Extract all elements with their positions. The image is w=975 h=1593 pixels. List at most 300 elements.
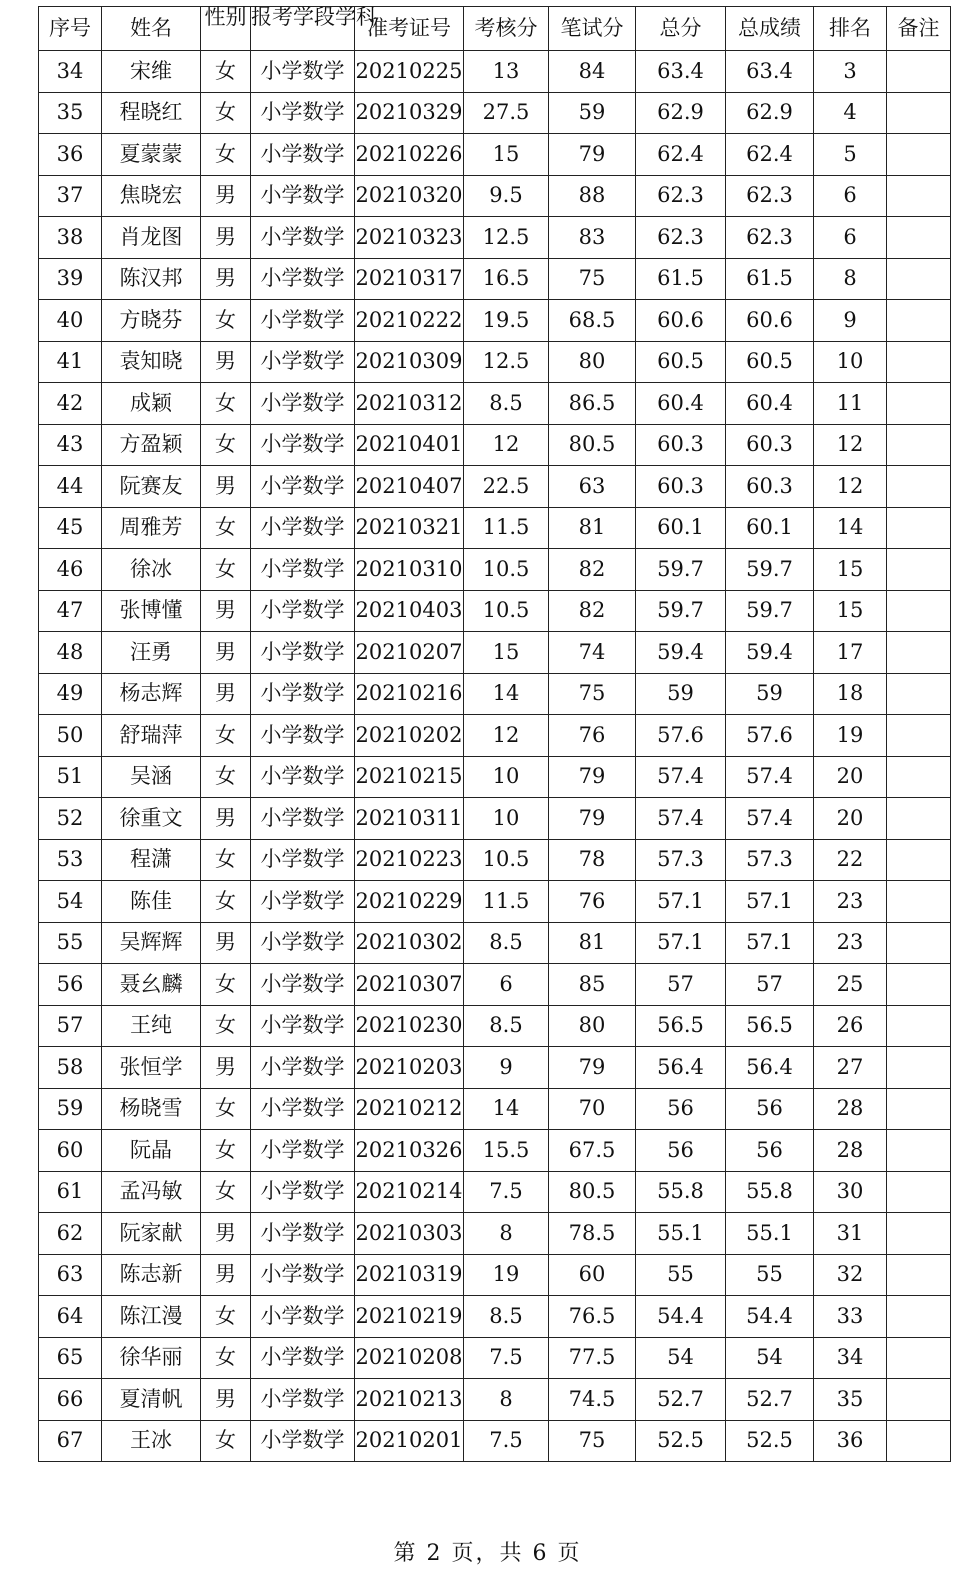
table-row <box>39 1047 951 1089</box>
cell-subject: 小学数学 <box>251 1171 355 1213</box>
cell-gender: 女 <box>201 424 251 466</box>
cell-written-score: 59 <box>549 92 636 134</box>
cell-gender: 男 <box>201 1213 251 1255</box>
table-row <box>39 715 951 757</box>
cell-name: 吴辉辉 <box>102 922 201 964</box>
cell-index: 49 <box>39 673 102 715</box>
cell-written-score: 79 <box>549 798 636 840</box>
cell-index: 61 <box>39 1171 102 1213</box>
cell-remarks <box>887 673 951 715</box>
table-row <box>39 1420 951 1462</box>
cell-gender: 男 <box>201 341 251 383</box>
header-subject: 报考学段学科 <box>251 7 355 51</box>
cell-gender: 女 <box>201 1420 251 1462</box>
cell-name: 肖龙图 <box>102 217 201 259</box>
cell-subject: 小学数学 <box>251 51 355 93</box>
cell-index: 64 <box>39 1296 102 1338</box>
cell-total-score: 62.3 <box>636 175 726 217</box>
cell-index: 52 <box>39 798 102 840</box>
cell-name: 陈汉邦 <box>102 258 201 300</box>
cell-exam-id: 20210302 <box>355 922 464 964</box>
cell-rank: 23 <box>814 922 887 964</box>
cell-name: 成颖 <box>102 383 201 425</box>
cell-subject: 小学数学 <box>251 798 355 840</box>
cell-name: 吴涵 <box>102 756 201 798</box>
cell-remarks <box>887 839 951 881</box>
cell-name: 孟冯敏 <box>102 1171 201 1213</box>
cell-remarks <box>887 341 951 383</box>
cell-overall-result: 57.3 <box>726 839 814 881</box>
table-row <box>39 881 951 923</box>
cell-gender: 女 <box>201 300 251 342</box>
cell-subject: 小学数学 <box>251 383 355 425</box>
cell-remarks <box>887 134 951 176</box>
cell-subject: 小学数学 <box>251 1005 355 1047</box>
cell-written-score: 70 <box>549 1088 636 1130</box>
cell-index: 34 <box>39 51 102 93</box>
cell-total-score: 60.5 <box>636 341 726 383</box>
cell-written-score: 76.5 <box>549 1296 636 1338</box>
cell-total-score: 61.5 <box>636 258 726 300</box>
table-row <box>39 217 951 259</box>
cell-subject: 小学数学 <box>251 1379 355 1421</box>
cell-assessment-score: 9 <box>464 1047 549 1089</box>
cell-exam-id: 20210320 <box>355 175 464 217</box>
cell-name: 徐重文 <box>102 798 201 840</box>
cell-subject: 小学数学 <box>251 258 355 300</box>
cell-total-score: 55.1 <box>636 1213 726 1255</box>
cell-overall-result: 60.3 <box>726 424 814 466</box>
cell-name: 程晓红 <box>102 92 201 134</box>
cell-total-score: 60.1 <box>636 507 726 549</box>
cell-total-score: 60.4 <box>636 383 726 425</box>
cell-overall-result: 62.9 <box>726 92 814 134</box>
cell-remarks <box>887 466 951 508</box>
cell-total-score: 52.7 <box>636 1379 726 1421</box>
cell-exam-id: 20210401 <box>355 424 464 466</box>
cell-gender: 女 <box>201 715 251 757</box>
cell-overall-result: 60.3 <box>726 466 814 508</box>
cell-name: 徐冰 <box>102 549 201 591</box>
cell-written-score: 80 <box>549 1005 636 1047</box>
cell-rank: 9 <box>814 300 887 342</box>
cell-assessment-score: 10 <box>464 756 549 798</box>
cell-remarks <box>887 715 951 757</box>
cell-written-score: 68.5 <box>549 300 636 342</box>
cell-written-score: 76 <box>549 715 636 757</box>
cell-exam-id: 20210311 <box>355 798 464 840</box>
cell-assessment-score: 15 <box>464 632 549 674</box>
cell-overall-result: 56 <box>726 1130 814 1172</box>
cell-written-score: 81 <box>549 922 636 964</box>
cell-gender: 男 <box>201 1254 251 1296</box>
cell-total-score: 62.9 <box>636 92 726 134</box>
cell-overall-result: 59.4 <box>726 632 814 674</box>
cell-overall-result: 54.4 <box>726 1296 814 1338</box>
table-row <box>39 549 951 591</box>
cell-subject: 小学数学 <box>251 424 355 466</box>
table-row <box>39 1213 951 1255</box>
cell-total-score: 62.3 <box>636 217 726 259</box>
cell-exam-id: 20210407 <box>355 466 464 508</box>
cell-gender: 女 <box>201 1171 251 1213</box>
cell-rank: 30 <box>814 1171 887 1213</box>
cell-gender: 男 <box>201 175 251 217</box>
cell-subject: 小学数学 <box>251 1420 355 1462</box>
cell-rank: 27 <box>814 1047 887 1089</box>
header-name: 姓名 <box>102 7 201 51</box>
table-row <box>39 922 951 964</box>
cell-subject: 小学数学 <box>251 673 355 715</box>
cell-gender: 女 <box>201 1005 251 1047</box>
cell-overall-result: 57.6 <box>726 715 814 757</box>
cell-assessment-score: 19 <box>464 1254 549 1296</box>
cell-total-score: 54 <box>636 1337 726 1379</box>
cell-index: 42 <box>39 383 102 425</box>
cell-written-score: 76 <box>549 881 636 923</box>
cell-overall-result: 54 <box>726 1337 814 1379</box>
cell-name: 方盈颖 <box>102 424 201 466</box>
cell-remarks <box>887 1337 951 1379</box>
cell-remarks <box>887 922 951 964</box>
cell-exam-id: 20210321 <box>355 507 464 549</box>
cell-gender: 女 <box>201 92 251 134</box>
header-gender: 性别 <box>201 7 251 51</box>
cell-subject: 小学数学 <box>251 341 355 383</box>
table-row <box>39 798 951 840</box>
cell-total-score: 59.7 <box>636 590 726 632</box>
cell-rank: 6 <box>814 217 887 259</box>
cell-rank: 18 <box>814 673 887 715</box>
table-row <box>39 1337 951 1379</box>
table-row <box>39 134 951 176</box>
cell-written-score: 79 <box>549 134 636 176</box>
header-written-score: 笔试分 <box>549 7 636 51</box>
cell-total-score: 57.6 <box>636 715 726 757</box>
cell-assessment-score: 11.5 <box>464 507 549 549</box>
cell-name: 宋维 <box>102 51 201 93</box>
table-row <box>39 51 951 93</box>
table-row <box>39 92 951 134</box>
cell-total-score: 54.4 <box>636 1296 726 1338</box>
cell-subject: 小学数学 <box>251 466 355 508</box>
cell-gender: 女 <box>201 881 251 923</box>
cell-index: 36 <box>39 134 102 176</box>
table-row <box>39 424 951 466</box>
cell-exam-id: 20210319 <box>355 1254 464 1296</box>
cell-remarks <box>887 1379 951 1421</box>
cell-name: 杨晓雪 <box>102 1088 201 1130</box>
cell-total-score: 52.5 <box>636 1420 726 1462</box>
cell-subject: 小学数学 <box>251 964 355 1006</box>
cell-subject: 小学数学 <box>251 1130 355 1172</box>
cell-total-score: 57.1 <box>636 881 726 923</box>
table-row <box>39 673 951 715</box>
cell-rank: 20 <box>814 798 887 840</box>
cell-index: 46 <box>39 549 102 591</box>
cell-gender: 男 <box>201 258 251 300</box>
cell-assessment-score: 19.5 <box>464 300 549 342</box>
cell-remarks <box>887 798 951 840</box>
table-header <box>39 7 951 51</box>
cell-name: 夏清帆 <box>102 1379 201 1421</box>
cell-name: 阮家献 <box>102 1213 201 1255</box>
cell-name: 王纯 <box>102 1005 201 1047</box>
cell-overall-result: 56 <box>726 1088 814 1130</box>
cell-gender: 女 <box>201 839 251 881</box>
cell-rank: 11 <box>814 383 887 425</box>
cell-exam-id: 20210312 <box>355 383 464 425</box>
cell-subject: 小学数学 <box>251 217 355 259</box>
cell-gender: 女 <box>201 1130 251 1172</box>
cell-gender: 男 <box>201 673 251 715</box>
cell-name: 张恒学 <box>102 1047 201 1089</box>
cell-remarks <box>887 92 951 134</box>
cell-gender: 男 <box>201 590 251 632</box>
cell-name: 焦晓宏 <box>102 175 201 217</box>
cell-total-score: 60.3 <box>636 466 726 508</box>
header-total-score: 总分 <box>636 7 726 51</box>
cell-index: 59 <box>39 1088 102 1130</box>
cell-index: 66 <box>39 1379 102 1421</box>
cell-written-score: 80 <box>549 341 636 383</box>
cell-subject: 小学数学 <box>251 1047 355 1089</box>
cell-exam-id: 20210309 <box>355 341 464 383</box>
cell-rank: 5 <box>814 134 887 176</box>
cell-remarks <box>887 549 951 591</box>
cell-gender: 男 <box>201 632 251 674</box>
cell-written-score: 75 <box>549 258 636 300</box>
cell-subject: 小学数学 <box>251 300 355 342</box>
cell-rank: 28 <box>814 1088 887 1130</box>
cell-rank: 15 <box>814 549 887 591</box>
cell-index: 56 <box>39 964 102 1006</box>
cell-assessment-score: 8.5 <box>464 383 549 425</box>
cell-exam-id: 20210222 <box>355 300 464 342</box>
cell-index: 41 <box>39 341 102 383</box>
cell-written-score: 74.5 <box>549 1379 636 1421</box>
cell-remarks <box>887 1130 951 1172</box>
cell-gender: 男 <box>201 798 251 840</box>
cell-assessment-score: 10 <box>464 798 549 840</box>
cell-exam-id: 20210214 <box>355 1171 464 1213</box>
cell-overall-result: 59 <box>726 673 814 715</box>
cell-assessment-score: 7.5 <box>464 1420 549 1462</box>
cell-total-score: 56.4 <box>636 1047 726 1089</box>
cell-exam-id: 20210207 <box>355 632 464 674</box>
cell-assessment-score: 6 <box>464 964 549 1006</box>
cell-exam-id: 20210203 <box>355 1047 464 1089</box>
cell-index: 65 <box>39 1337 102 1379</box>
cell-rank: 12 <box>814 424 887 466</box>
cell-subject: 小学数学 <box>251 756 355 798</box>
cell-index: 39 <box>39 258 102 300</box>
cell-exam-id: 20210226 <box>355 134 464 176</box>
cell-written-score: 83 <box>549 217 636 259</box>
cell-rank: 8 <box>814 258 887 300</box>
cell-rank: 4 <box>814 92 887 134</box>
cell-subject: 小学数学 <box>251 1254 355 1296</box>
cell-assessment-score: 11.5 <box>464 881 549 923</box>
cell-index: 37 <box>39 175 102 217</box>
table-row <box>39 1130 951 1172</box>
cell-rank: 35 <box>814 1379 887 1421</box>
cell-index: 43 <box>39 424 102 466</box>
cell-total-score: 55 <box>636 1254 726 1296</box>
cell-overall-result: 57.4 <box>726 756 814 798</box>
cell-gender: 女 <box>201 1088 251 1130</box>
table-row <box>39 466 951 508</box>
cell-written-score: 86.5 <box>549 383 636 425</box>
cell-subject: 小学数学 <box>251 1088 355 1130</box>
cell-overall-result: 52.7 <box>726 1379 814 1421</box>
cell-remarks <box>887 300 951 342</box>
cell-name: 周雅芳 <box>102 507 201 549</box>
cell-exam-id: 20210229 <box>355 881 464 923</box>
cell-subject: 小学数学 <box>251 839 355 881</box>
cell-index: 47 <box>39 590 102 632</box>
cell-assessment-score: 13 <box>464 51 549 93</box>
cell-total-score: 62.4 <box>636 134 726 176</box>
cell-written-score: 74 <box>549 632 636 674</box>
cell-name: 杨志辉 <box>102 673 201 715</box>
cell-overall-result: 55.8 <box>726 1171 814 1213</box>
cell-gender: 女 <box>201 507 251 549</box>
cell-gender: 男 <box>201 466 251 508</box>
cell-overall-result: 62.3 <box>726 217 814 259</box>
cell-remarks <box>887 590 951 632</box>
cell-index: 45 <box>39 507 102 549</box>
table-row <box>39 1088 951 1130</box>
cell-index: 55 <box>39 922 102 964</box>
cell-exam-id: 20210310 <box>355 549 464 591</box>
cell-written-score: 63 <box>549 466 636 508</box>
cell-exam-id: 20210303 <box>355 1213 464 1255</box>
cell-remarks <box>887 1005 951 1047</box>
cell-name: 阮晶 <box>102 1130 201 1172</box>
table-row <box>39 1171 951 1213</box>
cell-exam-id: 20210202 <box>355 715 464 757</box>
cell-subject: 小学数学 <box>251 1337 355 1379</box>
table-row <box>39 175 951 217</box>
cell-written-score: 80.5 <box>549 424 636 466</box>
cell-name: 方晓芬 <box>102 300 201 342</box>
cell-assessment-score: 8 <box>464 1213 549 1255</box>
cell-name: 王冰 <box>102 1420 201 1462</box>
cell-index: 50 <box>39 715 102 757</box>
cell-remarks <box>887 964 951 1006</box>
cell-remarks <box>887 175 951 217</box>
cell-written-score: 78.5 <box>549 1213 636 1255</box>
cell-name: 夏蒙蒙 <box>102 134 201 176</box>
cell-rank: 6 <box>814 175 887 217</box>
cell-name: 徐华丽 <box>102 1337 201 1379</box>
cell-total-score: 57.1 <box>636 922 726 964</box>
cell-assessment-score: 9.5 <box>464 175 549 217</box>
table-row <box>39 258 951 300</box>
cell-overall-result: 52.5 <box>726 1420 814 1462</box>
cell-index: 67 <box>39 1420 102 1462</box>
table-row <box>39 964 951 1006</box>
cell-exam-id: 20210223 <box>355 839 464 881</box>
cell-assessment-score: 15 <box>464 134 549 176</box>
cell-rank: 34 <box>814 1337 887 1379</box>
cell-name: 袁知晓 <box>102 341 201 383</box>
cell-rank: 19 <box>814 715 887 757</box>
cell-exam-id: 20210216 <box>355 673 464 715</box>
cell-index: 58 <box>39 1047 102 1089</box>
cell-remarks <box>887 383 951 425</box>
cell-name: 阮赛友 <box>102 466 201 508</box>
cell-subject: 小学数学 <box>251 715 355 757</box>
cell-rank: 28 <box>814 1130 887 1172</box>
cell-written-score: 79 <box>549 756 636 798</box>
cell-index: 40 <box>39 300 102 342</box>
cell-assessment-score: 8.5 <box>464 922 549 964</box>
cell-written-score: 80.5 <box>549 1171 636 1213</box>
cell-remarks <box>887 1047 951 1089</box>
cell-exam-id: 20210317 <box>355 258 464 300</box>
cell-subject: 小学数学 <box>251 590 355 632</box>
cell-index: 48 <box>39 632 102 674</box>
cell-remarks <box>887 1296 951 1338</box>
cell-written-score: 77.5 <box>549 1337 636 1379</box>
cell-subject: 小学数学 <box>251 1296 355 1338</box>
cell-total-score: 56 <box>636 1130 726 1172</box>
cell-index: 54 <box>39 881 102 923</box>
cell-subject: 小学数学 <box>251 922 355 964</box>
table-row <box>39 590 951 632</box>
cell-rank: 23 <box>814 881 887 923</box>
cell-name: 舒瑞萍 <box>102 715 201 757</box>
page-footer: 第 2 页，共 6 页 <box>393 1541 582 1566</box>
cell-assessment-score: 10.5 <box>464 549 549 591</box>
table-row <box>39 507 951 549</box>
table-row <box>39 1296 951 1338</box>
cell-gender: 女 <box>201 1337 251 1379</box>
cell-remarks <box>887 1088 951 1130</box>
cell-exam-id: 20210213 <box>355 1379 464 1421</box>
cell-overall-result: 62.4 <box>726 134 814 176</box>
cell-index: 57 <box>39 1005 102 1047</box>
cell-overall-result: 56.5 <box>726 1005 814 1047</box>
cell-overall-result: 60.6 <box>726 300 814 342</box>
cell-overall-result: 60.4 <box>726 383 814 425</box>
cell-exam-id: 20210307 <box>355 964 464 1006</box>
table-row <box>39 1254 951 1296</box>
cell-total-score: 59 <box>636 673 726 715</box>
cell-written-score: 67.5 <box>549 1130 636 1172</box>
table-body <box>39 51 951 1462</box>
cell-rank: 26 <box>814 1005 887 1047</box>
cell-assessment-score: 22.5 <box>464 466 549 508</box>
cell-subject: 小学数学 <box>251 507 355 549</box>
cell-exam-id: 20210230 <box>355 1005 464 1047</box>
cell-overall-result: 57 <box>726 964 814 1006</box>
cell-written-score: 85 <box>549 964 636 1006</box>
cell-total-score: 59.4 <box>636 632 726 674</box>
cell-subject: 小学数学 <box>251 632 355 674</box>
cell-remarks <box>887 51 951 93</box>
header-assessment-score: 考核分 <box>464 7 549 51</box>
cell-name: 陈佳 <box>102 881 201 923</box>
cell-total-score: 59.7 <box>636 549 726 591</box>
cell-remarks <box>887 1420 951 1462</box>
cell-exam-id: 20210208 <box>355 1337 464 1379</box>
cell-rank: 32 <box>814 1254 887 1296</box>
cell-overall-result: 61.5 <box>726 258 814 300</box>
cell-overall-result: 57.4 <box>726 798 814 840</box>
